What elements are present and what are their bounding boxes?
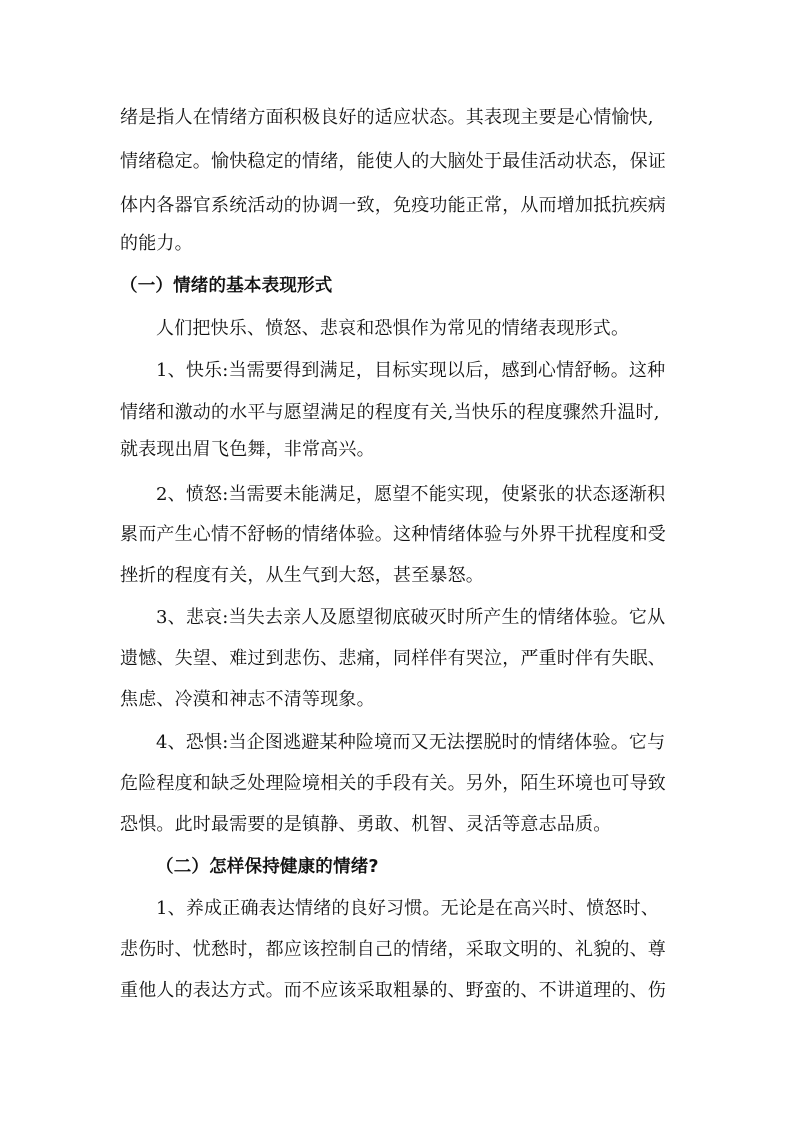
paragraph-line: 4、恐惧:当企图逃避某种险境而又无法摆脱时的情绪体验。它与 <box>156 732 666 753</box>
paragraph-line: 危险程度和缺乏处理险境相关的手段有关。另外，陌生环境也可导致 <box>120 773 666 794</box>
paragraph-line: 的能力。 <box>120 233 193 254</box>
paragraph-line: 1、快乐:当需要得到满足，目标实现以后，感到心情舒畅。这种 <box>156 360 666 381</box>
paragraph-line: 就表现出眉飞色舞，非常高兴。 <box>120 439 375 460</box>
paragraph-line: 绪是指人在情绪方面积极良好的适应状态。其表现主要是心情愉快, <box>120 107 654 128</box>
section-heading: （一）情绪的基本表现形式 <box>120 276 333 296</box>
paragraph-line: 情绪稳定。愉快稳定的情绪，能使人的大脑处于最佳活动状态，保证 <box>120 151 666 172</box>
paragraph-line: 累而产生心情不舒畅的情绪体验。这种情绪体验与外界干扰程度和受 <box>120 524 666 545</box>
paragraph-line: 悲伤时、忧愁时，都应该控制自己的情绪，采取文明的、礼貌的、尊 <box>120 939 666 960</box>
section-heading: （二）怎样保持健康的情绪? <box>156 857 379 877</box>
paragraph-line: 重他人的表达方式。而不应该采取粗暴的、野蛮的、不讲道理的、伤 <box>120 980 666 1001</box>
paragraph-line: 1、养成正确表达情绪的良好习惯。无论是在高兴时、愤怒时、 <box>156 898 660 919</box>
paragraph-line: 焦虑、冷漠和神志不清等现象。 <box>120 689 375 710</box>
paragraph-line: 情绪和激动的水平与愿望满足的程度有关,当快乐的程度骤然升温时, <box>120 402 660 423</box>
paragraph-line: 3、悲哀:当失去亲人及愿望彻底破灭时所产生的情绪体验。它从 <box>156 607 666 628</box>
paragraph-line: 恐惧。此时最需要的是镇静、勇敢、机智、灵活等意志品质。 <box>120 814 612 835</box>
paragraph-line: 遗憾、失望、难过到悲伤、悲痛，同样伴有哭泣，严重时伴有失眠、 <box>120 648 666 669</box>
paragraph-line: 人们把快乐、愤怒、悲哀和恐惧作为常见的情绪表现形式。 <box>156 318 630 339</box>
paragraph-line: 体内各器官系统活动的协调一致，免疫功能正常，从而增加抵抗疾病 <box>120 195 666 216</box>
paragraph-line: 2、愤怒:当需要未能满足，愿望不能实现，使紧张的状态逐渐积 <box>156 484 666 505</box>
paragraph-line: 挫折的程度有关，从生气到大怒，甚至暴怒。 <box>120 565 484 586</box>
